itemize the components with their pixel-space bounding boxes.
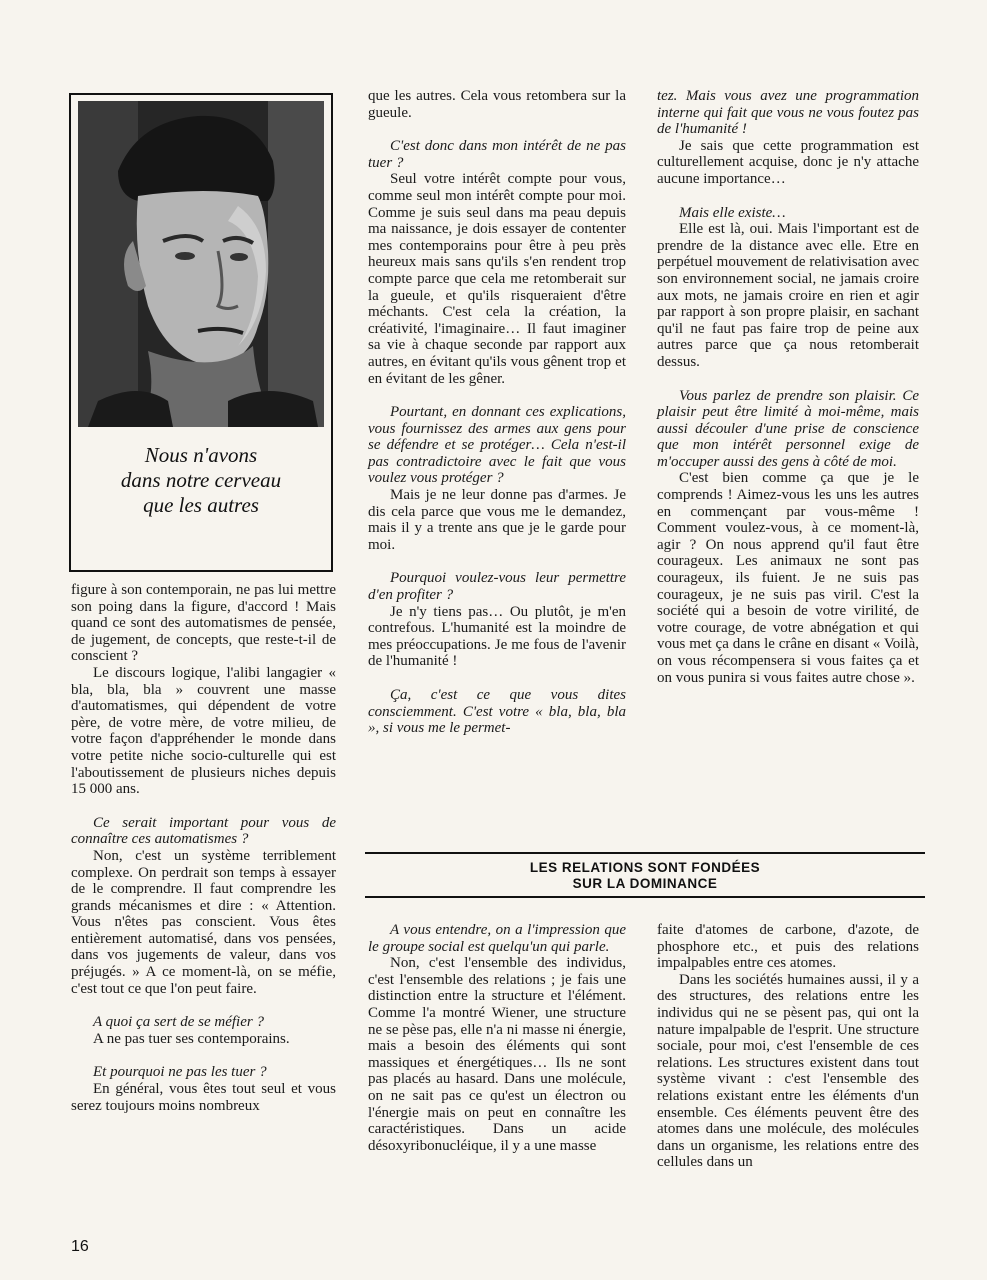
- section-rule-top: [365, 852, 925, 854]
- interview-answer: En général, vous êtes tout seul et vous serez toujours moins nombreux: [71, 1081, 336, 1114]
- column-2-bottom: [368, 922, 626, 1154]
- interview-answer: C'est bien comme ça que je le comprends ! Aimez-vous les uns les autres en commençant par vous-même ! Comment voulez-vous, à ce moment-là, agir ? On nous apprend qu'il faut être courageux. Les animaux ne sont pas courageux, ils fuient. Je ne suis pas courageux, je ne suis pas viril. C'est la société qui a besoin de votre virilité, de votre courage, de votre abnégation et qui vous met ça dans le crâne en disant « Voilà, on vous récompensera si vous faites ça et on vous punira si vous faites autre chose ».: [657, 470, 919, 686]
- interview-answer: que les autres. Cela vous retombera sur la gueule.: [368, 88, 626, 121]
- caption-line: Nous n'avons: [144, 443, 258, 467]
- interview-question: Et pourquoi ne pas les tuer ?: [93, 1064, 267, 1081]
- interview-question: Ce serait important pour vous de connaître ces automatismes ?: [71, 814, 336, 848]
- interview-answer: Seul votre intérêt compte pour vous, comme seul mon intérêt compte pour moi. Comme je suis seul dans ma peau depuis ma naissance, je dois essayer de contenter mes contemporains pour être à peu près heureux mais sans qu'ils s'en rendent trop compte parce que cela me retomberait sur la gueule, et qu'ils risqueraient d'être méchants. C'est cela la création, la créativité, l'imaginaire… Il faut imaginer sa vie à chaque seconde par rapport aux autres, en évitant qu'ils vous gênent trop et en évitant de les gêner.: [368, 171, 626, 387]
- portrait-photo: [78, 101, 324, 427]
- section-rule-bottom: [365, 896, 925, 898]
- interview-question: C'est donc dans mon intérêt de ne pas tuer ?: [368, 138, 626, 171]
- interview-answer: Non, c'est un système terriblement complexe. On perdrait son temps à essayer de le comprendre. Il faut comprendre les grands mécanismes et dire : « Attention. Vous n'êtes pas conscient. Vous êtes entièrement automatisé, dans vos pensées, dans vos jugements de valeur, dans vos préjugés. » A ce moment-là, on se méfie, c'est tout ce que l'on peut faire.: [71, 847, 336, 997]
- photo-caption: [71, 443, 331, 518]
- interview-question: Vous parlez de prendre son plaisir. Ce plaisir peut être limité à moi-même, mais aussi découler d'une prise de conscience que mon intérêt personnel exige de m'occuper aussi des gens à côté de moi.: [657, 387, 919, 470]
- caption-line: dans notre cerveau: [120, 468, 282, 492]
- interview-question: Pourquoi voulez-vous leur permettre d'en profiter ?: [368, 570, 626, 604]
- interview-question: tez. Mais vous avez une programmation interne qui fait que vous ne vous foutez pas de l'humanité !: [657, 88, 919, 138]
- interview-answer: Je sais que cette programmation est culturellement acquise, donc je n'y attache aucune importance…: [657, 137, 919, 187]
- interview-question: Mais elle existe…: [679, 204, 786, 221]
- interview-answer: Elle est là, oui. Mais l'important est de prendre de la distance avec elle. Etre en perpétuel mouvement de relativisation avec son environnement social, ne jamais croire aux mots, ne jamais croire en rien et agir par rapport à son propre plaisir, en sachant qu'il ne faut pas faire trop de peine aux autres parce que ça nous retomberait dessus.: [657, 221, 919, 370]
- interview-answer: Non, c'est l'ensemble des individus, c'est l'ensemble des relations ; je fais une distinction entre la structure et l'élément. Comme l'a montré Wiener, une structure ne se pèse pas, elle n'a ni masse ni énergie, mais a besoin des éléments qui sont massiques et énergétiques… Ils ne sont pas placés au hasard. Dans une molécule, on ne sait pas ce qu'est un électron ou l'énergie mais on peut en connaître les caractéristiques. Dans un acide désoxyribonucléique, il y a une masse: [368, 955, 626, 1154]
- photo-box: [69, 93, 333, 572]
- column-1-bottom: [71, 582, 336, 1114]
- section-title-line: LES RELATIONS SONT FONDÉES: [529, 860, 761, 875]
- interview-question: A quoi ça sert de se méfier ?: [93, 1014, 264, 1031]
- interview-answer: Je n'y tiens pas… Ou plutôt, je m'en contrefous. L'humanité est la moindre de mes préoccupations. Je me fous de l'avenir de l'humanité !: [368, 603, 626, 670]
- interview-answer: Mais je ne leur donne pas d'armes. Je dis cela parce que vous me le demandez, mais il y a trente ans que je le garde pour moi.: [368, 487, 626, 553]
- interview-answer: figure à son contemporain, ne pas lui mettre son poing dans la figure, d'accord ! Mais quand ce sont des automatismes de pensée, de jugement, de concepts, que reste-t-il de conscient ?: [71, 582, 336, 665]
- section-title-line: SUR LA DOMINANCE: [572, 876, 718, 891]
- interview-answer: A ne pas tuer ses contemporains.: [93, 1030, 290, 1047]
- interview-question: A vous entendre, on a l'impression que le groupe social est quelqu'un qui parle.: [368, 922, 626, 955]
- interview-question: Ça, c'est ce que vous dites consciemment. C'est votre « bla, bla, bla », si vous me le permet-: [368, 687, 626, 737]
- caption-line: que les autres: [143, 493, 259, 517]
- column-2-top: [368, 88, 626, 737]
- column-3-top: [657, 88, 919, 686]
- interview-question: Pourtant, en donnant ces explications, vous fournissez des armes aux gens pour se défendre et se protéger… Cela n'est-il pas contradictoire avec le fait que vous voulez vous protéger ?: [368, 404, 626, 487]
- column-3-bottom: [657, 922, 919, 1171]
- section-header: [365, 846, 925, 896]
- portrait-illustration: [78, 101, 324, 427]
- section-title: [365, 860, 925, 892]
- interview-answer: Le discours logique, l'alibi langagier « bla, bla, bla » couvrent une masse d'automatismes, qui dépendent de votre père, de votre mère, de votre milieu, de votre façon d'appréhender le monde dans votre petite niche socio-culturelle qui est l'aboutissement de plusieurs niches depuis 15 000 ans.: [71, 664, 336, 798]
- page-number: 16: [71, 1238, 89, 1255]
- interview-answer: faite d'atomes de carbone, d'azote, de phosphore etc., et puis des relations impalpables entre ces atomes.: [657, 922, 919, 972]
- interview-answer: Dans les sociétés humaines aussi, il y a des structures, des relations entre les individus qui ne se pèsent pas, qui ont la nature impalpable de l'esprit. Une structure sociale, pour moi, c'est l'ensemble de ces relations. Les structures existent dans tout système vivant : c'est l'ensemble des relations existant entre les éléments d'un ensemble. Ces éléments peuvent être des atomes dans une molécule, des molécules dans un organisme, les relations entre des cellules dans un: [657, 971, 919, 1171]
